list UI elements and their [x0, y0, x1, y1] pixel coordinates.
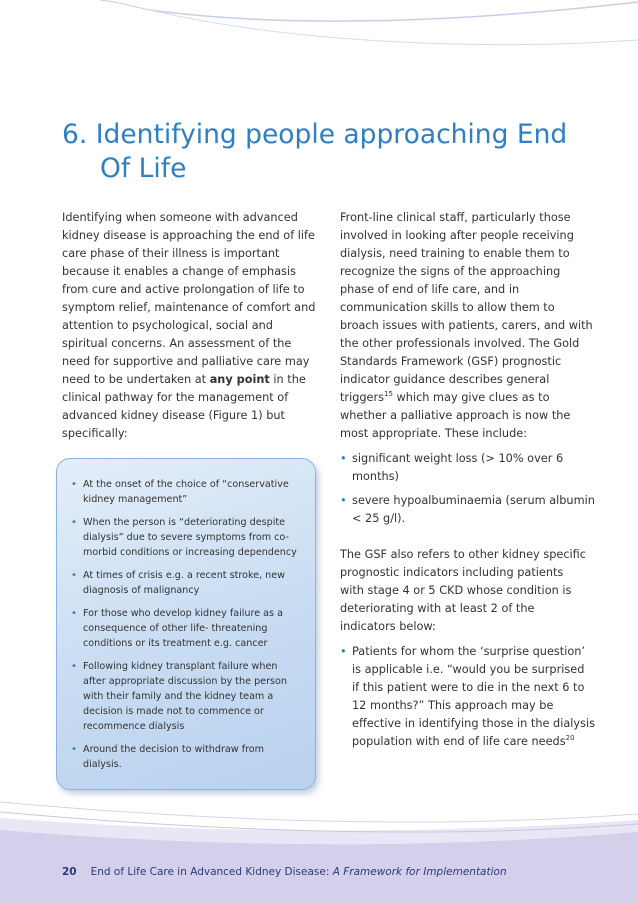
text-line: conditions or its treatment e.g. cancer	[83, 638, 268, 649]
text-line: severe hypoalbuminaemia (serum albumin	[352, 494, 595, 507]
text-line: if this patient were to die in the next 6 to	[352, 681, 585, 694]
list-item	[340, 643, 602, 751]
text-line: need for supportive and palliative care may	[62, 355, 310, 368]
text-line: is applicable i.e. “would you be surprised	[352, 663, 585, 676]
intro-paragraph	[62, 209, 317, 443]
criteria-list	[71, 477, 311, 780]
text-line: recognize the signs of the approaching	[340, 265, 561, 278]
text-line: For those who develop kidney failure as a	[83, 608, 283, 619]
training-paragraph	[340, 209, 602, 443]
reference-superscript: 20	[565, 734, 575, 743]
text-line: with stage 4 or 5 CKD whose condition is	[340, 584, 572, 597]
bullet-icon: •	[71, 661, 77, 672]
right-column	[340, 209, 602, 757]
left-column	[62, 209, 317, 443]
bullet-icon: •	[340, 645, 347, 658]
bullet-icon: •	[71, 608, 77, 619]
text-fragment: need to be undertaken at	[62, 373, 210, 386]
text-line: because it enables a change of emphasis	[62, 265, 297, 278]
text-line: Following kidney transplant failure when	[83, 661, 278, 672]
footer-title: End of Life Care in Advanced Kidney Disease:	[90, 866, 330, 878]
text-line: consequence of other life- threatening	[83, 623, 268, 634]
page-number: 20	[62, 866, 77, 878]
text-line: most appropriate. These include:	[340, 427, 528, 440]
list-item	[340, 492, 602, 528]
page-footer	[62, 866, 507, 878]
text-line: indicator guidance describes general	[340, 373, 550, 386]
section-number: 6.	[62, 119, 88, 150]
bullet-icon: •	[340, 494, 347, 507]
text-line	[62, 371, 317, 389]
text-line	[352, 733, 602, 751]
page-title	[62, 118, 602, 186]
footer-subtitle: A Framework for Implementation	[329, 866, 507, 878]
text-line: Around the decision to withdraw from	[83, 744, 265, 755]
bullet-icon: •	[340, 452, 347, 465]
text-line: decision is made not to commence or	[83, 706, 264, 717]
text-line: spiritual concerns. An assessment of the	[62, 337, 292, 350]
list-item	[71, 568, 311, 598]
text-line: dialysis” due to severe symptoms from co-	[83, 532, 289, 543]
footer-wave-decoration	[0, 790, 638, 903]
text-line: dialysis, need training to enable them to	[340, 247, 570, 260]
text-line: specifically:	[62, 427, 128, 440]
title-text-1: Identifying people approaching End	[95, 119, 568, 150]
text-line: significant weight loss (> 10% over 6	[352, 452, 564, 465]
bullet-icon: •	[71, 479, 77, 490]
gsf-paragraph	[340, 546, 602, 636]
text-line: indicators below:	[340, 620, 436, 633]
text-line: Patients for whom the ‘surprise question’	[352, 645, 586, 658]
text-line: Identifying when someone with advanced	[62, 211, 298, 224]
text-line: recommence dialysis	[83, 721, 185, 732]
text-line: The GSF also refers to other kidney specific	[340, 548, 586, 561]
text-line: communication skills to allow them to	[340, 301, 555, 314]
text-fragment: which may give clues as to	[392, 391, 550, 404]
text-line: care phase of their illness is important	[62, 247, 280, 260]
title-line-2: Of Life	[100, 153, 187, 184]
bullet-icon: •	[71, 517, 77, 528]
text-line: attention to psychological, social and	[62, 319, 273, 332]
text-line: effective in identifying those in the dialysis	[352, 717, 596, 730]
text-line: < 25 g/l).	[352, 512, 406, 525]
text-line: with their family and the kidney team a	[83, 691, 274, 702]
text-line: advanced kidney disease (Figure 1) but	[62, 409, 285, 422]
emphasis-text: any point	[209, 373, 270, 386]
list-item	[71, 477, 311, 507]
reference-superscript: 15	[384, 390, 393, 399]
header-swoosh-decoration	[0, 0, 638, 80]
text-line: involved in looking after people receiving	[340, 229, 574, 242]
text-fragment: in the	[269, 373, 306, 386]
text-line: diagnosis of malignancy	[83, 585, 200, 596]
text-line: At times of crisis e.g. a recent stroke, new	[83, 570, 286, 581]
text-line: the other professionals involved. The Gold	[340, 337, 580, 350]
text-line: after appropriate discussion by the person	[83, 676, 287, 687]
text-line: from cure and active prolongation of life to	[62, 283, 305, 296]
text-line: At the onset of the choice of “conservative	[83, 479, 289, 490]
text-line	[340, 389, 602, 407]
text-line: 12 months?” This approach may be	[352, 699, 554, 712]
text-line: When the person is “deteriorating despite	[83, 517, 286, 528]
text-line: broach issues with patients, carers, and with	[340, 319, 593, 332]
text-line: clinical pathway for the management of	[62, 391, 289, 404]
text-line: dialysis.	[83, 759, 122, 770]
text-line: prognostic indicators including patients	[340, 566, 564, 579]
list-item	[71, 515, 311, 560]
list-item	[71, 742, 311, 772]
text-line: Standards Framework (GSF) prognostic	[340, 355, 562, 368]
text-line: deteriorating with at least 2 of the	[340, 602, 535, 615]
text-line: kidney disease is approaching the end of life	[62, 229, 315, 242]
text-fragment: triggers	[340, 391, 385, 404]
text-line: phase of end of life care, and in	[340, 283, 520, 296]
kidney-indicators-list	[340, 643, 602, 751]
list-item	[71, 659, 311, 734]
text-fragment: population with end of life care needs	[352, 735, 566, 748]
list-item	[340, 450, 602, 486]
general-triggers-list	[340, 450, 602, 528]
text-line: symptom relief, maintenance of comfort and	[62, 301, 316, 314]
text-line: morbid conditions or increasing dependency	[83, 547, 297, 558]
list-item	[71, 606, 311, 651]
bullet-icon: •	[71, 744, 77, 755]
text-line: kidney management”	[83, 494, 188, 505]
bullet-icon: •	[71, 570, 77, 581]
text-line: Front-line clinical staff, particularly those	[340, 211, 571, 224]
criteria-callout-box	[56, 458, 316, 790]
text-line: months)	[352, 470, 399, 483]
text-line: whether a palliative approach is now the	[340, 409, 571, 422]
title-line-1	[62, 118, 602, 152]
